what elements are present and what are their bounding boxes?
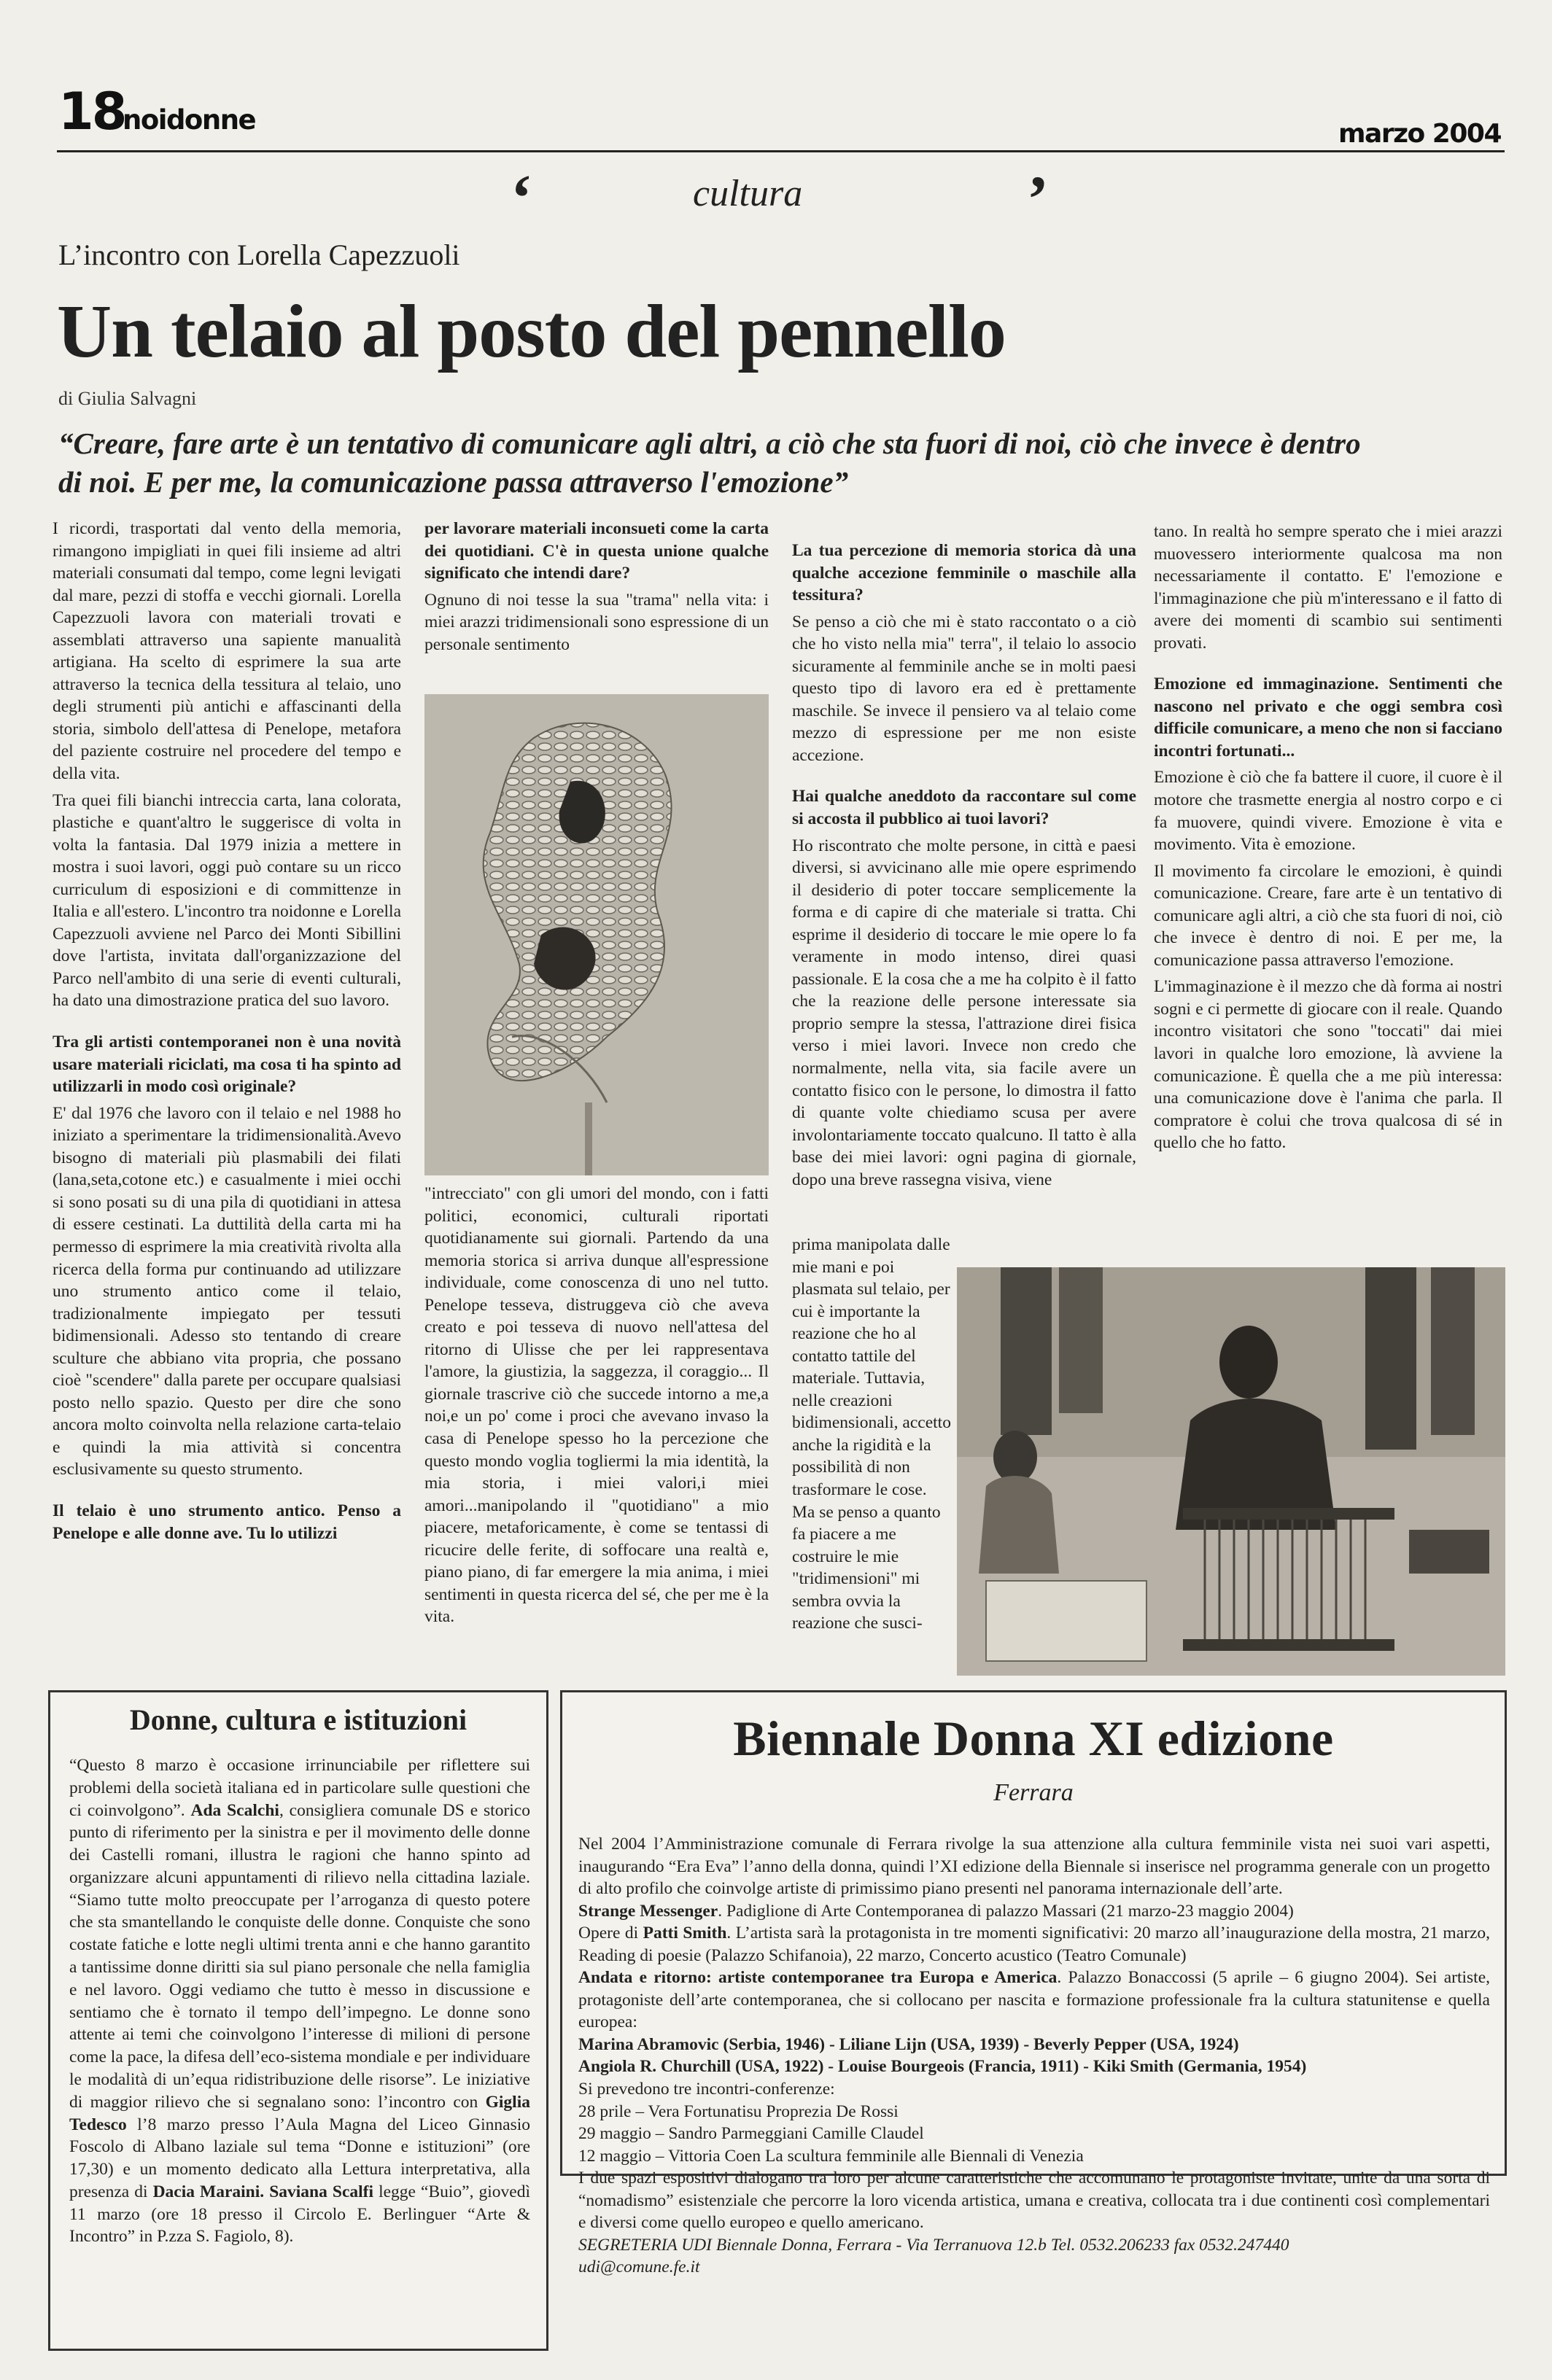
artist-at-loom-photo	[957, 1267, 1505, 1676]
woven-sculpture-image	[424, 694, 769, 1175]
article-column-2-top	[424, 518, 769, 660]
interview-question: Hai qualche aneddoto da raccontare sul come si accosta il pubblico ai tuoi lavori?	[792, 787, 1136, 829]
interview-answer: Se penso a ciò che mi è stato raccontato o a ciò che ho visto nella mia" terra", il telaio lo associo sicuramente al femminile anche se in molti paesi questo tipo di lavoro era ed è prettamente maschile. Se invece il pensiero va al telaio come mezzo di espressione per me non esiste accezione.	[792, 612, 1136, 765]
interview-question: Il telaio è uno strumento antico. Penso a Penelope e alle donne ave. Tu lo utilizzi	[53, 1501, 401, 1543]
conference-item: 12 maggio – Vittoria Coen La scultura femminile alle Biennali di Venezia	[578, 2146, 1084, 2166]
interview-question: La tua percezione di memoria storica dà una qualche accezione femminile o maschile alla tessitura?	[792, 541, 1136, 605]
biennale-intro: Nel 2004 l’Amministrazione comunale di Ferrara rivolge la sua attenzione alla cultura femminile vista nei suoi vari aspetti, inaugurando “Era Eva” l’anno della donna, quindi l’XI edizione della Biennale si inserisce nel programma generale con un progetto di alto profilo che coinvolge artiste di primissimo piano presenti nel panorama internazionale dell’arte.	[578, 1835, 1490, 1899]
interview-answer: Il movimento fa circolare le emozioni, è quindi comunicazione. Creare, fare arte è un tentativo di comunicare agli altri, a ciò che sta fuori di noi, ciò che invece è dentro di noi. E per me, la comunicazione passa attraverso l'emozione.	[1154, 861, 1502, 970]
conference-item: 28 prile – Vera Fortunatisu Proprezia De Rossi	[578, 2101, 899, 2121]
conference-item: 29 maggio – Sandro Parmeggiani Camille Claudel	[578, 2124, 924, 2144]
box-text: legge “Buio”, giovedì 11 marzo (ore 18 presso il Circolo E. Berlinguer “Arte & Incontro” in P.zza S. Fagiolo, 8).	[69, 2182, 530, 2247]
box-text: , consigliera comunale DS e storico punto di riferimento per la sinistra e per il movimento delle donne dei Castelli romani, illustra le ragioni che hanno spinto ad organizzare alcuni appuntamenti di rilievo nella cittadina laziale. “Siamo tutte molto preoccupate per l’arroganza di questo potere che sta smantellando le conquiste delle donne. Conquiste che sono costate fatiche e lotte negli ultimi trenta anni e che hanno garantito a tantissime donne diritti sia sul piano personale che nella famiglia e nel lavoro. Oggi vediamo che tutto è messo in discussione e sentiamo che è tornato il tempo dell’impegno. Le donne sono attente ai temi che coinvolgono l’interesse di milioni di persone come la pace, la difesa dell’eco-sistema mondiale e per individuare le modalità di un’equa ridistribuzione delle risorse”. Le iniziative di maggior rilievo che si segnalano sono: l’incontro con	[69, 1800, 530, 2112]
article-standfirst: “Creare, fare arte è un tentativo di comunicare agli altri, a ciò che sta fuori di noi, ciò che invece è dentro di noi. E per me, la comunicazione passa attraverso l'emozione”	[58, 427, 1361, 499]
biennale-event	[578, 1967, 1490, 2034]
biennale-event	[578, 1922, 1490, 1967]
section-label: cultura	[693, 173, 803, 214]
article-kicker: L’incontro con Lorella Capezzuoli	[58, 238, 460, 271]
article-column-2-bottom	[424, 1183, 769, 1633]
contact-email: udi@comune.fe.it	[578, 2258, 700, 2277]
interview-question: Emozione ed immaginazione. Sentimenti che nascono nel privato e che oggi sembra così difficile comunicare, a meno che non si facciano incontri fortunati...	[1154, 674, 1502, 761]
box-text: “Questo 8 marzo è occasione irrinunciabile per riflettere sui problemi della società italiana ed in particolare sulle questioni che ci coinvolgono”.	[69, 1756, 530, 1820]
paragraph: Tra quei fili bianchi intreccia carta, lana colorata, plastiche e quant'altro le suggerisce di volta in volta la fantasia. Dal 1979 inizia a mettere in mostra i suoi lavori, oggi può contare su un ricco curriculum di esposizioni e di committenze in Italia e all'estero. L'incontro tra noidonne e Lorella Capezzuoli avviene nel Parco dei Monti Sibillini dove l'artista, invitata dall'organizzazione del Parco nell'ambito di una serie di eventi culturali, ha dato una dimostrazione pratica del suo lavoro.	[53, 790, 401, 1011]
person-name: Dacia Maraini. Saviana Scalfi	[152, 2182, 374, 2201]
biennale-event	[578, 1900, 1490, 1923]
artwork-photo	[424, 694, 769, 1175]
event-title: Patti Smith	[643, 1924, 727, 1943]
conference-intro: Si prevedono tre incontri-conferenze:	[578, 2080, 835, 2099]
person-name: Ada Scalchi	[190, 1800, 279, 1820]
section-open-quote: ‘	[511, 162, 532, 234]
interview-answer: prima manipolata dalle mie mani e poi plasmata sul telaio, per cui è importante la reazione che ho al contatto tattile del materiale. Tuttavia, nelle creazioni bidimensionali, accetto anche la rigidità e la possibilità di non trasformare le cose. Ma se penso a quanto fa piacere a me costruire le mie "tridimensioni" mi sembra ovvia la reazione che susci-	[792, 1235, 951, 1633]
person-name: Giglia Tedesco	[69, 2092, 530, 2134]
biennale-body	[578, 1833, 1490, 2279]
article-byline: di Giulia Salvagni	[58, 388, 197, 409]
biennale-outro: I due spazi espositivi dialogano tra loro per alcune caratteristiche che accomunano le protagoniste invitate, unite da una sorta di “nomadismo” esistenziale che percorre la loro vicenda artistica, umana e creativa, collocata tra i due continenti così complementari e diversi come quello europeo e quello americano.	[578, 2169, 1490, 2233]
sidebar-box-donne-cultura	[48, 1690, 548, 2351]
sidebar-box-biennale	[560, 1690, 1507, 2277]
interview-answer: E' dal 1976 che lavoro con il telaio e nel 1988 ho iniziato a sperimentare la tridimensionalità.Avevo bisogno di materiali più plasmabili dei filati (lana,seta,cotone etc.) e casualmente i miei occhi si sono posati su di una pila di quotidiani in attesa di essere cestinati. La duttilità della carta mi ha permesso di esprimere la mia creatività rivolta alla ricerca della forma pur continuando ad utilizzare uno strumento antico come il telaio, tradizionalmente impiegato per tessuti bidimensionali. Adesso sto tentando di creare sculture che abbiano vita propria, che possano cioè "scendere" dalla parete per occupare qualsiasi posto nello spazio. Questo per dire che sono ancora molto coinvolta nella relazione carta-telaio e quindi la mia attività si concentra esclusivamente su questo strumento.	[53, 1103, 401, 1479]
box-text: l’8 marzo presso l’Aula Magna del Liceo Ginnasio Foscolo di Albano laziale sul tema “Donne e istituzioni” (ore 17,30) e un momento dedicato alla Lettura interpretativa, alla presenza di	[69, 2115, 530, 2201]
section-close-quote: ’	[1027, 163, 1049, 236]
interview-answer: L'immaginazione è il mezzo che dà forma ai nostri sogni e ci permette di giocare con il reale. Quando incontro visitatori che sono "toccati" dai miei lavori in qualche loro emozione, là avviene la comunicazione. È quella che a me più interessa: una comunicazione dove è l'anima che parla. Il compratore è colui che trova qualcosa di sé in quello che ho fatto.	[1154, 977, 1502, 1153]
interview-question: per lavorare materiali inconsueti come la carta dei quotidiani. C'è in questa unione qualche significato che intendi dare?	[424, 519, 769, 583]
biennale-city: Ferrara	[993, 1779, 1074, 1806]
paragraph: I ricordi, trasportati dal vento della memoria, rimangono impigliati in quei fili insieme ad altri materiali consumati dal tempo, come legni levigati dal mare, pezzi di stoffa e vecchi giornali. Lorella Capezzuoli lavora con materiali trovati e assemblati attraverso una sapiente manualità artigiana. Ha scelto di esprimere la sua arte attraverso la tecnica della tessitura al telaio, uno degli strumenti più antichi e affascinanti della storia, simbolo dell'attesa di Penelope, metafora del paziente costruire nel procedere del tempo e della vita.	[53, 519, 401, 784]
contact-line: SEGRETERIA UDI Biennale Donna, Ferrara - Via Terranuova 12.b Tel. 0532.206233 fax 0532.247440	[578, 2235, 1289, 2255]
page-number: 18	[58, 82, 125, 141]
event-detail: . L’artista sarà la protagonista in tre momenti significativi: 20 marzo all’inaugurazione della mostra, 21 marzo, Reading di poesie (Palazzo Schifanoia), 22 marzo, Concerto acustico (Teatro Comunale)	[578, 1924, 1491, 1965]
sidebar-box-title: Donne, cultura e istituzioni	[129, 1703, 467, 1736]
interview-answer: Ho riscontrato che molte persone, in città e paesi diversi, si avvicinano alle mie opere esprimendo il desiderio di poter toccare semplicemente la forma e di capire di che materiale si tratta. Chi esprime il desiderio di toccare le mie opere lo fa veramente in modo intenso, direi quasi passionale. E la cosa che a me ha colpito è il fatto che la reazione delle persone interessate sia proprio sempre la stessa, l'attrazione direi fisica verso i miei lavori. Invece non credo che normalmente, nella vita, sia facile avere un contatto fisico con le persone, lo dimostra il fatto di quante volte chiediamo scusa per avere involontariamente toccato qualcuno. Il tatto è alla base dei miei lavori: ogni pagina di giornale, dopo una breve rassegna visiva, viene	[792, 836, 1136, 1189]
artists-line: Angiola R. Churchill (USA, 1922) - Louise Bourgeois (Francia, 1911) - Kiki Smith (Germania, 1954)	[578, 2057, 1307, 2077]
event-detail: Opere di	[578, 1924, 643, 1943]
biennale-title: Biennale Donna XI edizione	[733, 1711, 1334, 1766]
article-headline: Un telaio al posto del pennello	[57, 289, 1006, 373]
issue-date: marzo 2004	[1338, 119, 1501, 149]
event-title: Andata e ritorno: artiste contemporanee tra Europa e America	[578, 1968, 1058, 1988]
article-column-1	[53, 518, 401, 1549]
event-detail: . Padiglione di Arte Contemporanea di palazzo Massari (21 marzo-23 maggio 2004)	[718, 1901, 1294, 1921]
article-column-4	[1154, 521, 1502, 1159]
event-detail: . Palazzo Bonaccossi (5 aprile – 6 giugno 2004). Sei artiste, protagoniste dell’arte contemporanea, che si collocano per nascita e formazione professionale fra la cultura statunitense e quella europea:	[578, 1968, 1490, 2032]
interview-answer: Ognuno di noi tesse la sua "trama" nella vita: i miei arazzi tridimensionali sono espressione di un personale sentimento	[424, 590, 769, 654]
artist-photo-image	[957, 1267, 1505, 1676]
article-column-3-narrow	[792, 1234, 951, 1639]
header-rule	[57, 150, 1505, 152]
interview-answer: Emozione è ciò che fa battere il cuore, il cuore è il motore che trasmette energia al nostro corpo e ci fa muovere, quindi vivere. Emozione è vita e movimento. Vita è emozione.	[1154, 768, 1502, 855]
sidebar-box-body	[69, 1754, 530, 2248]
magazine-name: noidonne	[123, 104, 256, 136]
artists-line: Marina Abramovic (Serbia, 1946) - Liliane Lijn (USA, 1939) - Beverly Pepper (USA, 1924)	[578, 2034, 1239, 2054]
interview-question: Tra gli artisti contemporanei non è una novità usare materiali riciclati, ma cosa ti ha spinto ad utilizzarli in modo così originale?	[53, 1032, 401, 1097]
article-column-3-top	[792, 540, 1136, 1195]
interview-answer: "intrecciato" con gli umori del mondo, con i fatti politici, economici, culturali riportati quotidianamente sui giornali. Partendo da una memoria storica si arriva dunque all'espressione individuale, come conoscenza di uno nel tutto. Penelope tesseva, distruggeva ciò che aveva creato e poi tesseva di nuovo nell'attesa del ritorno di Ulisse che per lei rappresentava l'amore, la giustizia, la saggezza, il coraggio... Il giornale trascrive ciò che succede intorno a me,a noi,e un po' come i proci che avevano invaso la casa di Penelope spesso ho la percezione che questo mondo voglia togliermi la mia identità, la mia storia, i miei valori,i miei amori...manipolando il "quotidiano" a mio piacere, metaforicamente, è come se tentassi di ricucire delle ferite, di soffocare una realtà e, piano piano, di far emergere la mia anima, i miei sentimenti in questa ricerca del sé, che per me è la vita.	[424, 1184, 769, 1627]
interview-answer: tano. In realtà ho sempre sperato che i miei arazzi muovessero interiormente qualcosa ma non necessariamente il contatto. E' l'emozione e l'immaginazione che più m'interessano e il fatto di avere dei momenti di scambio sui sentimenti provati.	[1154, 522, 1502, 653]
event-title: Strange Messenger	[578, 1901, 718, 1921]
